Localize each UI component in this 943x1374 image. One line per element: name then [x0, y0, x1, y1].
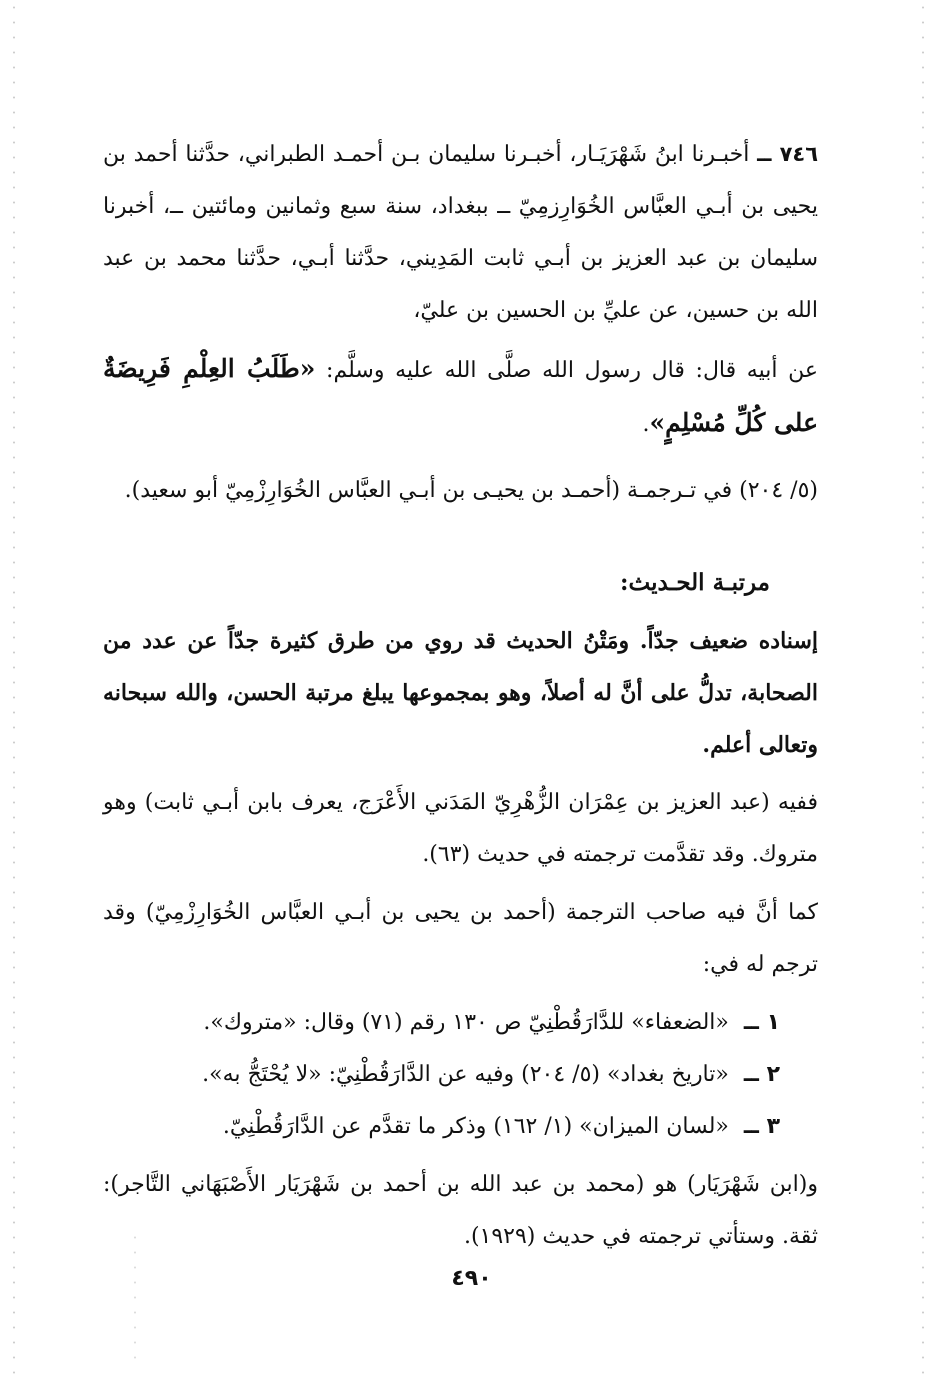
source-item-text: «لسان الميزان» (١/ ١٦٢) وذكر ما تقدَّم عن الدَّارَقُطْنِيّ. [222, 1114, 729, 1139]
shahryar-note: و(ابن شَهْرَيَار) هو (محمد بن عبد الله بن أحمد بن شَهْرَيَار الأَصْبَهَاني التَّاجر): ثقة. وستأتي ترجمته في حديث (١٩٢٩). [103, 1172, 818, 1249]
source-item [103, 1101, 818, 1153]
source-item [103, 1049, 818, 1101]
hadith-number: ٧٤٦ ــ [757, 142, 819, 166]
source-item [103, 997, 818, 1049]
source-item-number: ١ ــ [743, 1010, 780, 1035]
source-item-text: «الضعفاء» للدَّارَقُطْنِيّ ص ١٣٠ رقم (٧١) وقال: «متروك». [203, 1010, 729, 1035]
grading-heading: مرتبـة الحـديث: [620, 569, 770, 596]
narrator-note: ففيه (عبد العزيز بن عِمْرَان الزُّهْرِيّ المَدَني الأَعْرَج، يعرف بابن أبـي ثابت) وهو متروك. وقد تقدَّمت ترجمته في حديث (٦٣). [103, 790, 818, 867]
hadith-text-end: . [642, 412, 650, 437]
hadith-isnad-paragraph [103, 128, 818, 337]
grading-summary: إسناده ضعيف جدّاً. ومَتْنُ الحديث قد روي من طرق كثيرة جدّاً عن عدد من الصحابة، تدلُّ على أنَّ له أصلاً، وهو بمجموعها يبلغ مرتبة الحسن، والله سبحانه وتعالى أعلم. [103, 628, 818, 758]
scan-edge-right [921, 0, 925, 1374]
source-item-number: ٢ ــ [743, 1062, 780, 1087]
hadith-text-intro: عن أبيه قال: قال رسول الله صلَّى الله عليه وسلَّم: [326, 358, 818, 383]
page-content [103, 128, 818, 1263]
hadith-matn: «طَلَبُ العِلْمِ فَرِيضَةٌ على كُلِّ مُسْلِمٍ» [103, 354, 818, 437]
page-number: ٤٩٠ [451, 1266, 492, 1291]
sources-list [103, 997, 818, 1153]
compiler-note: كما أنَّ فيه صاحب الترجمة (أحمد بن يحيى بن أبـي العبَّاس الخُوَارِزْمِيّ) وقد ترجم له في: [103, 900, 818, 977]
hadith-text-paragraph [103, 343, 818, 451]
source-item-number: ٣ ــ [743, 1114, 780, 1139]
hadith-reference: (٥/ ٢٠٤) في تـرجمـة (أحمـد بن يحيـى بن أبـي العبَّاس الخُوَارِزْمِيّ أبو سعيد). [124, 478, 818, 503]
hadith-isnad: أخبـرنا ابنُ شَهْرَيَـار، أخبـرنا سليمان بـن أحمـد الطبراني، حدَّثنا أحمد بن يحيى بن أبـي العبَّاس الخُوَارِزمِيّ ــ ببغداد، سنة سبع وثمانين ومائتين ــ، أخبرنا سليمان بن عبد العزيز بن أبـي ثابت المَدِيني، حدَّثنا أبـي، حدَّثنا محمد بن عبد الله بن حسين، عن عليِّ بن الحسين بن عليّ، [103, 142, 818, 323]
scan-edge-left [12, 0, 16, 1374]
source-item-text: «تاريخ بغداد» (٥/ ٢٠٤) وفيه عن الدَّارَقُطْنِيّ: «لا يُحْتَجُّ به». [202, 1062, 729, 1087]
